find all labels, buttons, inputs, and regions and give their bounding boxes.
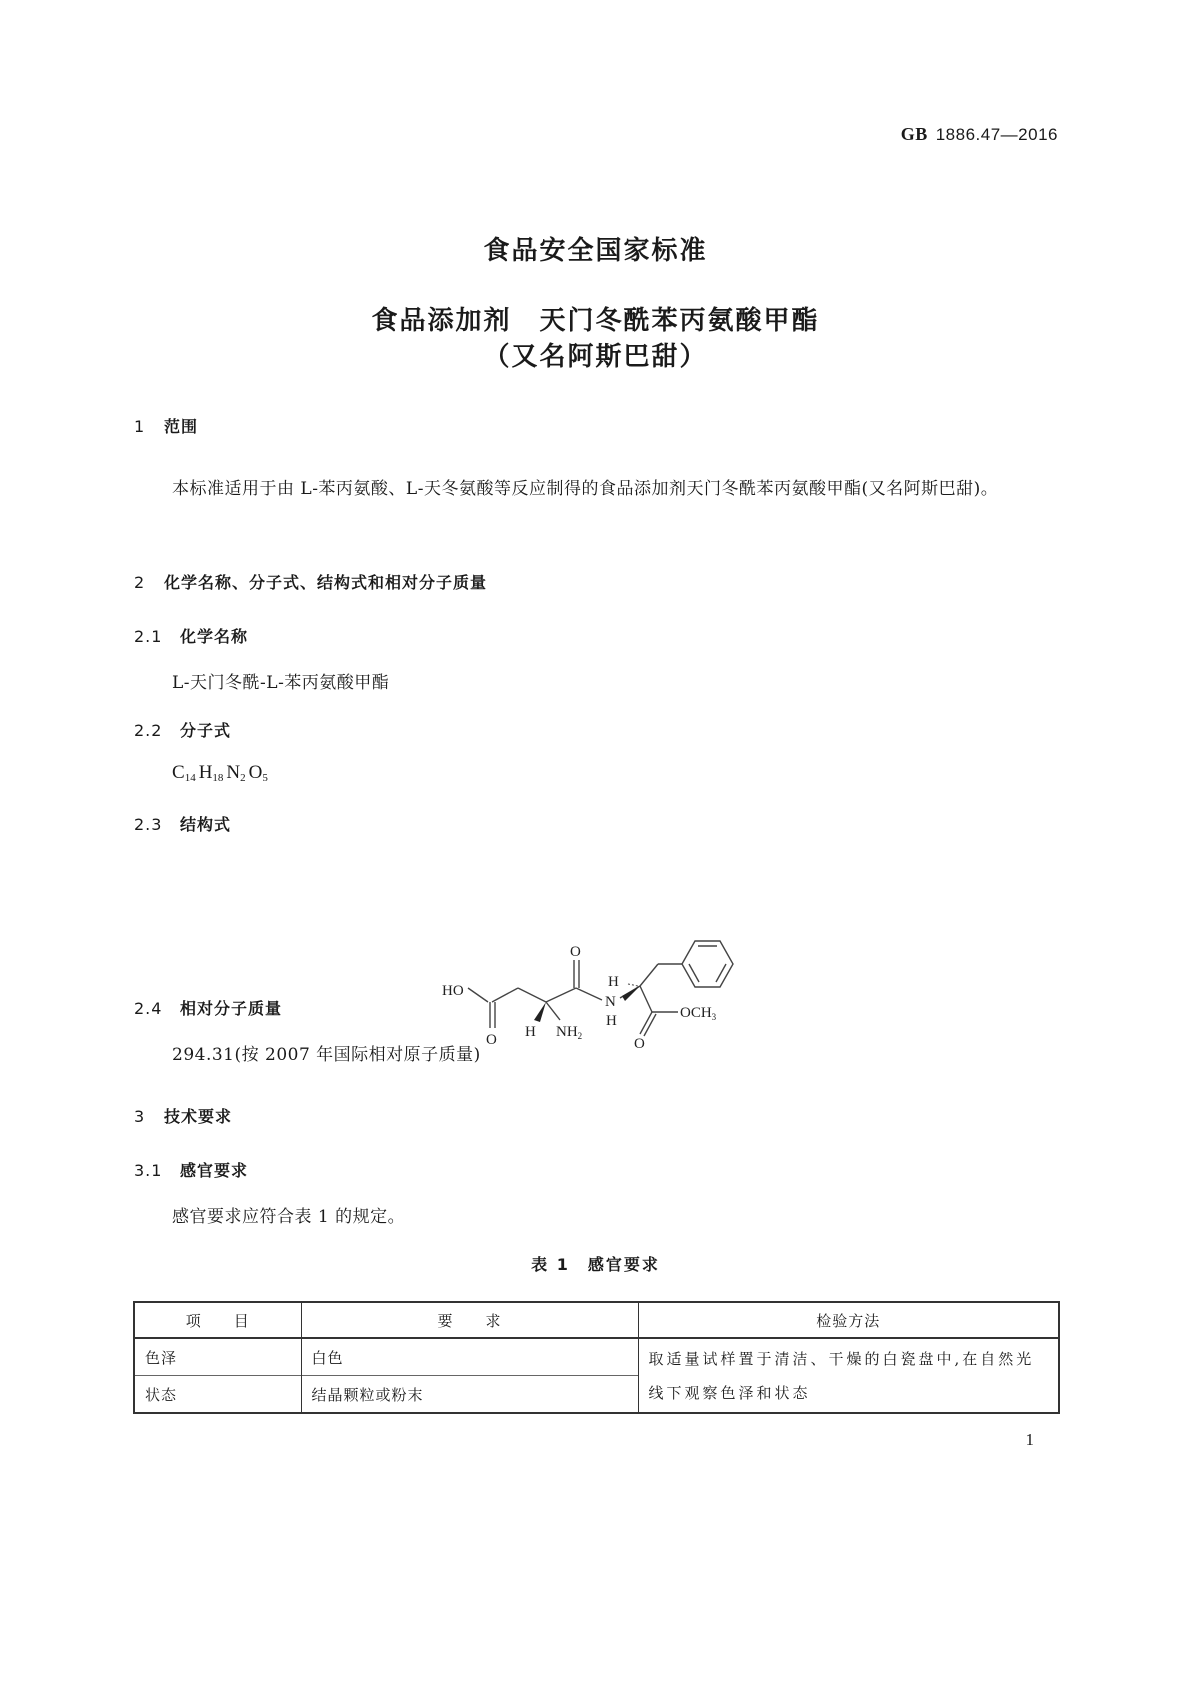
section-number: 3.1	[134, 1161, 163, 1180]
section-3-heading	[134, 1104, 232, 1127]
formula-element: C	[172, 762, 185, 783]
header-method: 检验方法	[638, 1302, 1059, 1338]
section-2-1-heading	[134, 624, 248, 647]
section-3-1-heading	[134, 1158, 248, 1181]
cell-requirement: 白色	[301, 1338, 638, 1376]
label-och3: $OCH_3$	[680, 1005, 717, 1022]
section-number: 1	[134, 417, 146, 436]
label-ho: HO	[442, 983, 464, 999]
table-1-caption: 表 1 感官要求	[531, 1255, 660, 1274]
label-h-alpha2: H	[608, 974, 619, 990]
cell-method: 取适量试样置于清洁、干燥的白瓷盘中,在自然光线下观察色泽和状态	[638, 1338, 1059, 1413]
formula-element: O	[248, 762, 263, 783]
sensory-requirements-table	[133, 1301, 1060, 1414]
section-title: 分子式	[180, 721, 232, 740]
header-item: 项 目	[134, 1302, 301, 1338]
formula-element: N	[226, 762, 241, 783]
formula-count: 2	[240, 772, 246, 784]
structural-formula-diagram	[430, 940, 790, 1060]
cell-item: 状态	[134, 1376, 301, 1414]
section-1-body: 本标准适用于由 L-苯丙氨酸、L-天冬氨酸等反应制得的食品添加剂天门冬酰苯丙氨酸甲酯(又名阿斯巴甜)。	[172, 479, 999, 499]
label-o-ester: O	[634, 1036, 645, 1052]
section-title: 范围	[164, 417, 199, 436]
cell-requirement: 结晶颗粒或粉末	[301, 1376, 638, 1414]
label-h-amide: H	[606, 1013, 617, 1029]
label-nh2: $NH_2$	[556, 1024, 583, 1041]
section-number: 2.1	[134, 627, 163, 646]
section-2-3-heading	[134, 812, 231, 835]
section-title: 化学名称、分子式、结构式和相对分子质量	[164, 573, 488, 592]
section-number: 2.2	[134, 721, 163, 740]
molecular-formula	[172, 762, 271, 784]
document-subtitle-alias: （又名阿斯巴甜）	[483, 342, 708, 372]
standard-code	[901, 124, 1058, 145]
label-n-amide: N	[605, 994, 616, 1010]
header-requirement: 要 求	[301, 1302, 638, 1338]
section-title: 相对分子质量	[180, 999, 283, 1018]
section-2-heading	[134, 570, 487, 593]
section-2-2-heading	[134, 718, 231, 741]
label-o-amide: O	[570, 944, 581, 960]
section-number: 2	[134, 573, 146, 592]
section-title: 结构式	[180, 815, 232, 834]
formula-count: 18	[212, 772, 224, 784]
section-1-heading	[134, 414, 198, 437]
formula-element: H	[198, 762, 213, 783]
section-2-4-heading	[134, 996, 282, 1019]
sensory-requirement-text: 感官要求应符合表 1 的规定。	[172, 1207, 406, 1227]
section-title: 化学名称	[180, 627, 249, 646]
molecular-mass: 294.31(按 2007 年国际相对原子质量)	[172, 1045, 481, 1065]
cell-item: 色泽	[134, 1338, 301, 1376]
section-title: 技术要求	[164, 1107, 233, 1126]
section-number: 2.3	[134, 815, 163, 834]
section-number: 2.4	[134, 999, 163, 1018]
section-title: 感官要求	[180, 1161, 249, 1180]
formula-count: 5	[262, 772, 268, 784]
document-subtitle: 食品添加剂 天门冬酰苯丙氨酸甲酯	[371, 306, 820, 336]
standard-number: 1886.47—2016	[935, 125, 1058, 144]
page-number: 1	[1025, 1430, 1034, 1449]
chemical-name: L-天门冬酰-L-苯丙氨酸甲酯	[172, 673, 390, 693]
formula-count: 14	[184, 772, 196, 784]
document-title: 食品安全国家标准	[483, 236, 708, 266]
label-o-carboxyl: O	[486, 1032, 497, 1048]
table-row	[134, 1338, 1059, 1376]
label-h-alpha1: H	[525, 1024, 536, 1040]
section-number: 3	[134, 1107, 146, 1126]
table-header-row	[134, 1302, 1059, 1338]
standard-prefix: GB	[900, 124, 928, 144]
